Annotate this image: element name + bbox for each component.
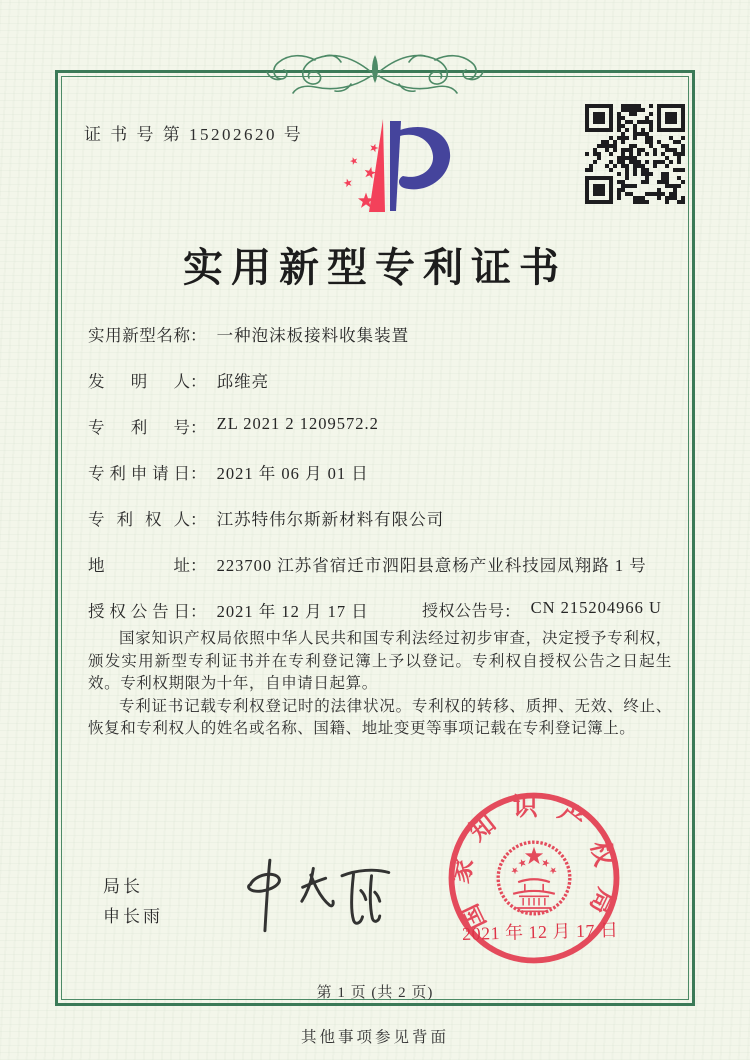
field-colon: ：: [190, 602, 207, 621]
field-row-patent-no: [88, 414, 672, 438]
legal-text: [88, 628, 672, 741]
page-number: 第 1 页 (共 2 页): [316, 985, 434, 1001]
field-colon: ：: [190, 556, 207, 575]
field-label: 专利权人: [88, 510, 190, 529]
field-row-inventor: [88, 368, 672, 392]
commissioner-title: 局长: [103, 877, 143, 896]
field-value: 2021 年 12 月 17 日: [216, 602, 369, 621]
certificate-title: 实用新型专利证书: [183, 245, 567, 290]
field-value: 223700 江苏省宿迁市泗阳县意杨产业科技园凤翔路 1 号: [216, 556, 647, 575]
paragraph-grant-statement: 国家知识产权局依照中华人民共和国专利法经过初步审查，决定授予专利权，颁发实用新型专利证书并在专利登记簿上予以登记。专利权自授权公告之日起生效。专利权期限为十年，自申请日起算。: [88, 630, 672, 692]
grant-number-field: [422, 598, 662, 622]
field-row-patentee: [88, 506, 672, 530]
field-label: 授权公告日: [88, 602, 190, 621]
field-colon: ：: [190, 510, 207, 529]
field-colon: ：: [504, 602, 521, 621]
field-row-address: [88, 552, 672, 576]
field-colon: ：: [190, 372, 207, 391]
seal-date: 2021 年 12 月 17 日: [461, 919, 619, 945]
field-row-name: [88, 322, 672, 346]
field-value: ZL 2021 2 1209572.2: [216, 414, 379, 433]
signature-icon: [205, 852, 420, 934]
field-value: 2021 年 06 月 01 日: [216, 464, 369, 483]
field-row-filing-date: [88, 460, 672, 484]
field-colon: ：: [190, 418, 207, 437]
field-value: 江苏特伟尔斯新材料有限公司: [216, 510, 445, 529]
national-emblem-icon: [498, 842, 570, 914]
field-label: 发明人: [88, 372, 190, 391]
certificate-number: 证 书 号 第 15202620 号: [84, 125, 304, 144]
field-label: 专利号: [88, 418, 190, 437]
certificate-fields: [88, 322, 672, 644]
field-value: 一种泡沫板接料收集装置: [216, 326, 410, 345]
field-row-grant: [88, 598, 672, 622]
field-label: 授权公告号: [422, 603, 504, 620]
field-value: CN 215204966 U: [530, 598, 662, 617]
field-label: 地址: [88, 556, 190, 575]
qr-code: [585, 104, 685, 204]
commissioner-name: 申长雨: [103, 907, 163, 926]
cnipa-logo-icon: [318, 118, 458, 216]
field-label: 实用新型名称: [88, 326, 190, 345]
paragraph-register-statement: 专利证书记载专利权登记时的法律状况。专利权的转移、质押、无效、终止、恢复和专利权人的姓名或名称、国籍、地址变更等事项记载在专利登记簿上。: [88, 697, 672, 737]
commissioner-block: [103, 872, 163, 932]
field-colon: ：: [190, 326, 207, 345]
back-side-note: 其他事项参见背面: [300, 1029, 449, 1046]
field-colon: ：: [190, 464, 207, 483]
vine-ornament-icon: [245, 42, 505, 98]
field-label: 专利申请日: [88, 464, 190, 483]
seal-text: 国家知识产权局: [447, 793, 621, 934]
field-value: 邱维亮: [216, 372, 270, 391]
